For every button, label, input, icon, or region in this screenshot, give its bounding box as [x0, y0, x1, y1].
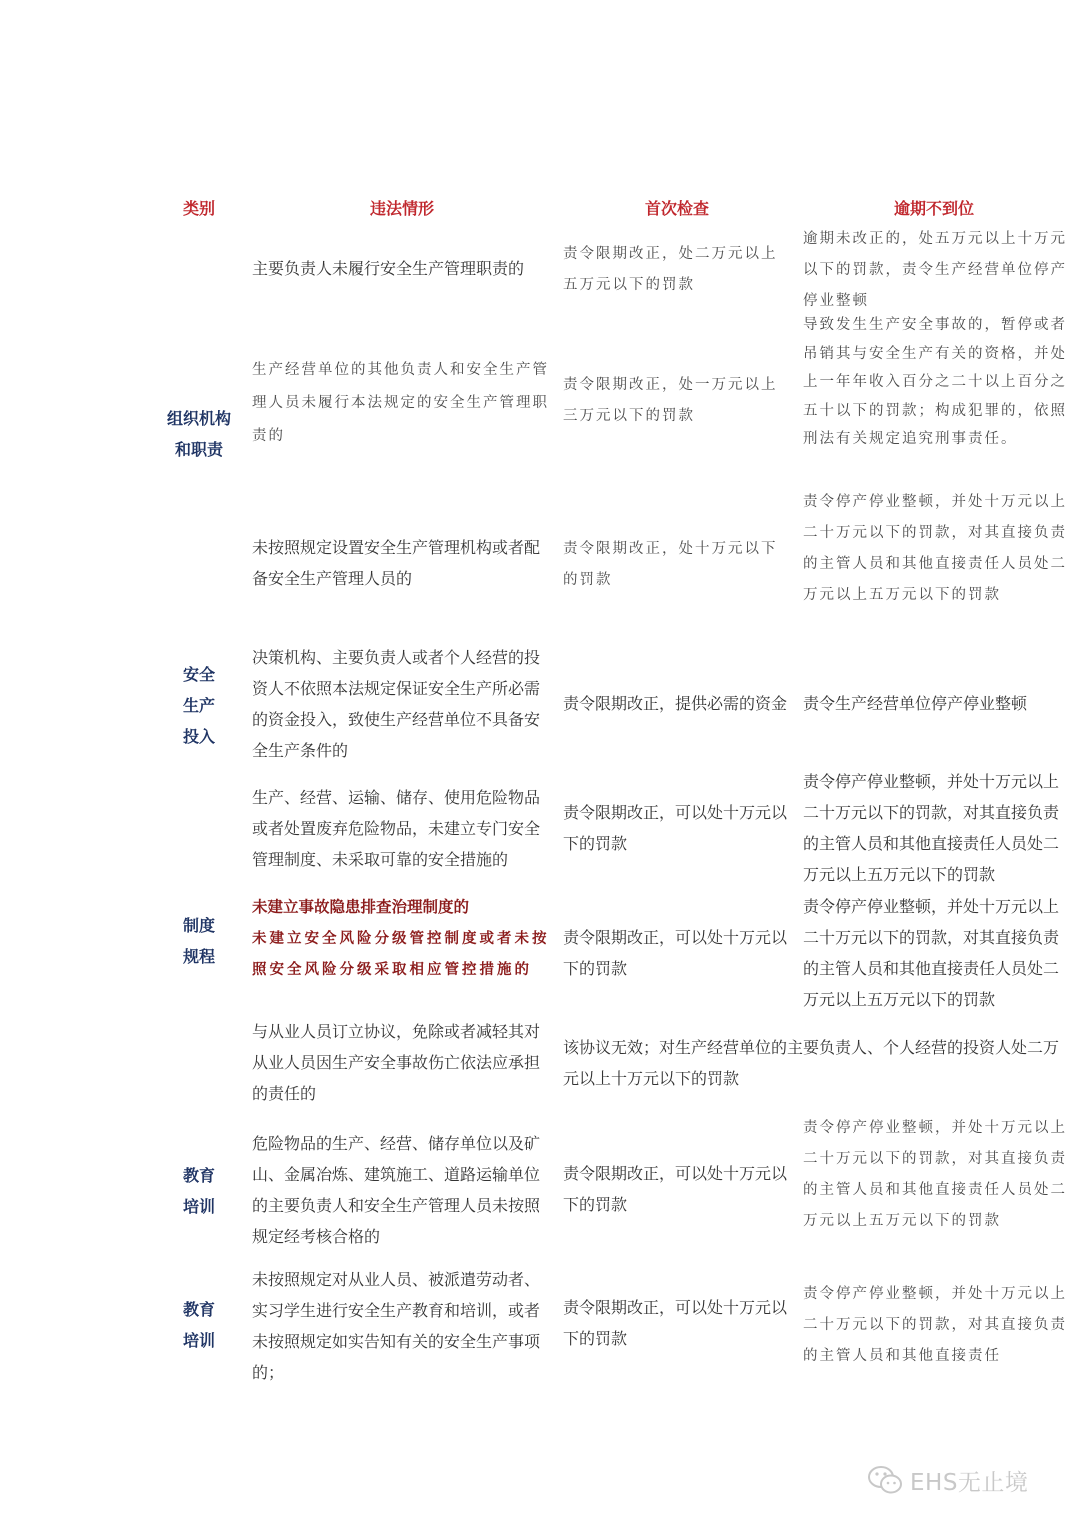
violation-text: 决策机构、主要负责人或者个人经营的投资人不依照本法规定保证安全生产所必需的资金投入，致使生产经营单位不具备安全生产条件的	[252, 648, 541, 760]
violation-text: 危险物品的生产、经营、储存单位以及矿山、金属冶炼、建筑施工、道路运输单位的主要负责人和安全生产管理人员未按照规定经考核合格的	[252, 1134, 541, 1246]
overdue-text: 责令停产停业整顿，并处十万元以上二十万元以下的罚款，对其直接负责的主管人员和其他直接责任人员处二万元以上五万元以下的罚款	[803, 1120, 1067, 1229]
first-check-text: 责令限期改正，可以处十万元以下的罚款	[563, 1164, 788, 1214]
overdue-text: 责令停产停业整顿，并处十万元以上二十万元以下的罚款，对其直接负责的主管人员和其他直接责任人员处二万元以上五万元以下的罚款	[803, 494, 1067, 603]
header-overdue: 逾期不到位	[893, 199, 974, 218]
violation-text: 主要负责人未履行安全生产管理职责的	[252, 259, 525, 278]
violation-text	[252, 353, 552, 452]
violation-text: 未按照规定对从业人员、被派遣劳动者、实习学生进行安全生产教育和培训，或者未按照规定如实告知有关的安全生产事项的；	[252, 1270, 541, 1382]
overdue-text: 责令停产停业整顿，并处十万元以上二十万元以下的罚款，对其直接负责的主管人员和其他直接责任	[803, 1286, 1067, 1364]
violation-text-part: 生产经营单位的其他负责人和安全生产管理人员未履行本法规定的安全生产管理职责的	[252, 362, 549, 444]
watermark-text: EHS无止境	[910, 1469, 1029, 1496]
first-check-text: 责令限期改正，提供必需的资金	[563, 694, 788, 713]
header-first-check: 首次检查	[644, 199, 709, 218]
header-category: 类别	[182, 199, 215, 218]
violation-text: 未按照规定设置安全生产管理机构或者配备安全生产管理人员的	[252, 538, 541, 588]
violation-text: 生产、经营、运输、储存、使用危险物品或者处置废弃危险物品，未建立专门安全管理制度、未采取可靠的安全措施的	[252, 788, 541, 869]
violation-text-highlight-2: 未建立安全风险分级管控制度或者未按照安全风险分级采取相应管控措施的	[252, 930, 550, 978]
overdue-text: 导致发生生产安全事故的，暂停或者吊销其与安全生产有关的资格，并处上一年年收入百分之二十以上百分之五十以下的罚款；构成犯罪的，依照刑法有关规定追究刑事责任。	[803, 317, 1067, 447]
overdue-text: 责令停产停业整顿，并处十万元以上二十万元以下的罚款，对其直接负责的主管人员和其他直接责任人员处二万元以上五万元以下的罚款	[803, 772, 1060, 884]
first-check-text: 责令限期改正，可以处十万元以下的罚款	[563, 1298, 788, 1348]
header-violation: 违法情形	[369, 199, 434, 218]
overdue-text: 责令生产经营单位停产停业整顿	[803, 694, 1028, 713]
first-check-text: 责令限期改正，处二万元以上五万元以下的罚款	[563, 246, 778, 293]
violation-text: 与从业人员订立协议，免除或者减轻其对从业人员因生产安全事故伤亡依法应承担的责任的	[252, 1022, 541, 1103]
combined-penalty-text: 该协议无效；对生产经营单位的主要负责人、个人经营的投资人处二万元以上十万元以下的罚款	[563, 1038, 1060, 1088]
violation-text	[252, 892, 552, 985]
category-training-2: 教育 培训	[182, 1300, 215, 1350]
overdue-text: 责令停产停业整顿，并处十万元以上二十万元以下的罚款，对其直接负责的主管人员和其他直接责任人员处二万元以上五万元以下的罚款	[803, 897, 1060, 1009]
category-org: 组织机构 和职责	[166, 409, 231, 459]
first-check-text: 责令限期改正，可以处十万元以下的罚款	[563, 803, 788, 853]
watermark	[866, 1462, 1028, 1498]
wechat-icon	[866, 1463, 904, 1497]
first-check-text: 责令限期改正，处一万元以上三万元以下的罚款	[563, 377, 778, 424]
overdue-text: 逾期未改正的，处五万元以上十万元以下的罚款，责令生产经营单位停产停业整顿	[803, 231, 1067, 309]
category-rules: 制度 规程	[182, 916, 215, 966]
first-check-text: 责令限期改正，处十万元以下的罚款	[563, 541, 778, 588]
first-check-text: 责令限期改正，可以处十万元以下的罚款	[563, 928, 788, 978]
category-training: 教育 培训	[182, 1166, 215, 1216]
category-investment: 安全 生产 投入	[182, 665, 215, 746]
violation-text-highlight: 未建立事故隐患排查治理制度的	[252, 898, 470, 916]
